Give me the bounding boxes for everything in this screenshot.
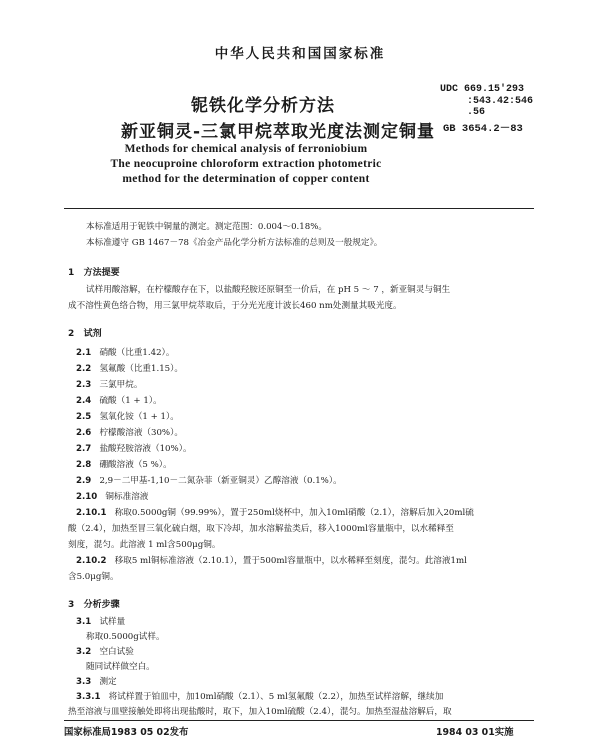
subsection-3-1-text: 称取0.5000g试样。 bbox=[86, 632, 165, 642]
intro-paragraph-2: 本标准遵守 GB 1467－78《冶金产品化学分析方法标准的总则及一般规定》。 bbox=[86, 238, 383, 248]
step-3-3-1-line-2: 热至溶液与皿壁接触处即将出现盐酸时，取下，加入10ml硫酸（2.4），混匀。加热至湿盐溶解后，取 bbox=[68, 707, 452, 717]
section-1-heading bbox=[68, 265, 120, 278]
section-2-title: 试剂 bbox=[83, 329, 102, 339]
sub-item-2-10-1-line-1: 2.10.1 称取0.5000g铜（99.99%），置于250ml烧杯中，加入10ml硝酸（2.1），溶解后加入20ml硫 bbox=[76, 508, 474, 518]
english-title-line-1: Methods for chemical analysis of ferroniobium bbox=[124, 143, 368, 155]
sub-item-2-10-2-line-2: 含5.0μg铜。 bbox=[68, 572, 119, 582]
udc-line-1: UDC 669.15'293 bbox=[440, 84, 525, 95]
udc-line-3: .56 bbox=[467, 107, 486, 118]
subsection-3-2-heading: 3.2 空白试验 bbox=[76, 647, 134, 657]
section-3-title: 分析步骤 bbox=[83, 600, 120, 610]
section-3-number: 3 bbox=[68, 600, 75, 610]
subsection-3-2-text: 随同试样做空白。 bbox=[86, 662, 155, 672]
section-1-line-1: 试样用酸溶解，在柠檬酸存在下，以盐酸羟胺还原铜至一价后，在 pH 5 ～ 7 ，新亚铜灵与铜生 bbox=[86, 285, 451, 295]
title-line-1: 铌铁化学分析方法 bbox=[191, 96, 335, 116]
reagent-item: 2.5 氢氧化铵（1 + 1）。 bbox=[76, 412, 179, 422]
section-1-line-2: 成不溶性黄色络合物，用三氯甲烷萃取后，于分光光度计波长460 nm处测量其吸光度。 bbox=[68, 301, 402, 311]
sub-item-2-10-2-line-1: 2.10.2 移取5 ml铜标准溶液（2.10.1），置于500ml容量瓶中，以水稀释至刻度，混匀。此溶液1ml bbox=[76, 556, 467, 566]
section-1-number: 1 bbox=[68, 268, 75, 278]
reagent-item: 2.1 硝酸（比重1.42）。 bbox=[76, 348, 175, 358]
footer-issue-date: 国家标准局1983 05 02发布 bbox=[64, 727, 189, 738]
reagent-item: 2.9 2,9－二甲基-1,10－二氮杂菲（新亚铜灵）乙醇溶液（0.1%）。 bbox=[76, 476, 342, 486]
subsection-3-3-heading: 3.3 测定 bbox=[76, 677, 117, 687]
section-1-title: 方法提要 bbox=[83, 268, 120, 278]
step-3-3-1-line-1: 3.3.1 将试样置于铂皿中，加10ml硝酸（2.1）、5 ml氢氟酸（2.2），加热至试样溶解，继续加 bbox=[76, 692, 444, 702]
reagent-item: 2.6 柠檬酸溶液（30%）。 bbox=[76, 428, 183, 438]
section-2-number: 2 bbox=[68, 329, 75, 339]
gb-code: GB 3654.2－83 bbox=[443, 123, 523, 135]
section-2-heading bbox=[68, 326, 102, 339]
reagent-item: 2.2 氢氟酸（比重1.15）。 bbox=[76, 364, 184, 374]
section-3-heading bbox=[68, 597, 120, 610]
header-divider bbox=[64, 208, 534, 209]
standard-title: 中华人民共和国国家标准 bbox=[214, 46, 386, 62]
english-title-line-2: The neocuproine chloroform extraction photometric bbox=[110, 158, 382, 170]
footer-effective-date: 1984 03 01实施 bbox=[436, 727, 514, 738]
udc-line-2: :543.42:546 bbox=[467, 96, 534, 107]
intro-paragraph-1: 本标准适用于铌铁中铜量的测定。测定范围：0.004～0.18%。 bbox=[86, 222, 327, 232]
sub-item-2-10-1-line-2: 酸（2.4），加热至冒三氧化硫白烟，取下冷却，加水溶解盐类后，移入1000ml容量瓶中，以水稀释至 bbox=[68, 524, 454, 534]
title-line-2: 新亚铜灵-三氯甲烷萃取光度法测定铜量 bbox=[121, 122, 436, 142]
reagent-item: 2.4 硫酸（1 + 1）。 bbox=[76, 396, 162, 406]
reagent-item: 2.3 三氯甲烷。 bbox=[76, 380, 143, 390]
english-title-line-3: method for the determination of copper content bbox=[122, 173, 370, 185]
footer-divider bbox=[64, 720, 534, 721]
reagent-item: 2.10 铜标准溶液 bbox=[76, 492, 149, 502]
reagent-item: 2.7 盐酸羟胺溶液（10%）。 bbox=[76, 444, 192, 454]
reagent-item: 2.8 硼酸溶液（5 %）。 bbox=[76, 460, 172, 470]
sub-item-2-10-1-line-3: 刻度，混匀。此溶液 1 ml含500μg铜。 bbox=[68, 540, 221, 550]
subsection-3-1-heading: 3.1 试样量 bbox=[76, 617, 126, 627]
